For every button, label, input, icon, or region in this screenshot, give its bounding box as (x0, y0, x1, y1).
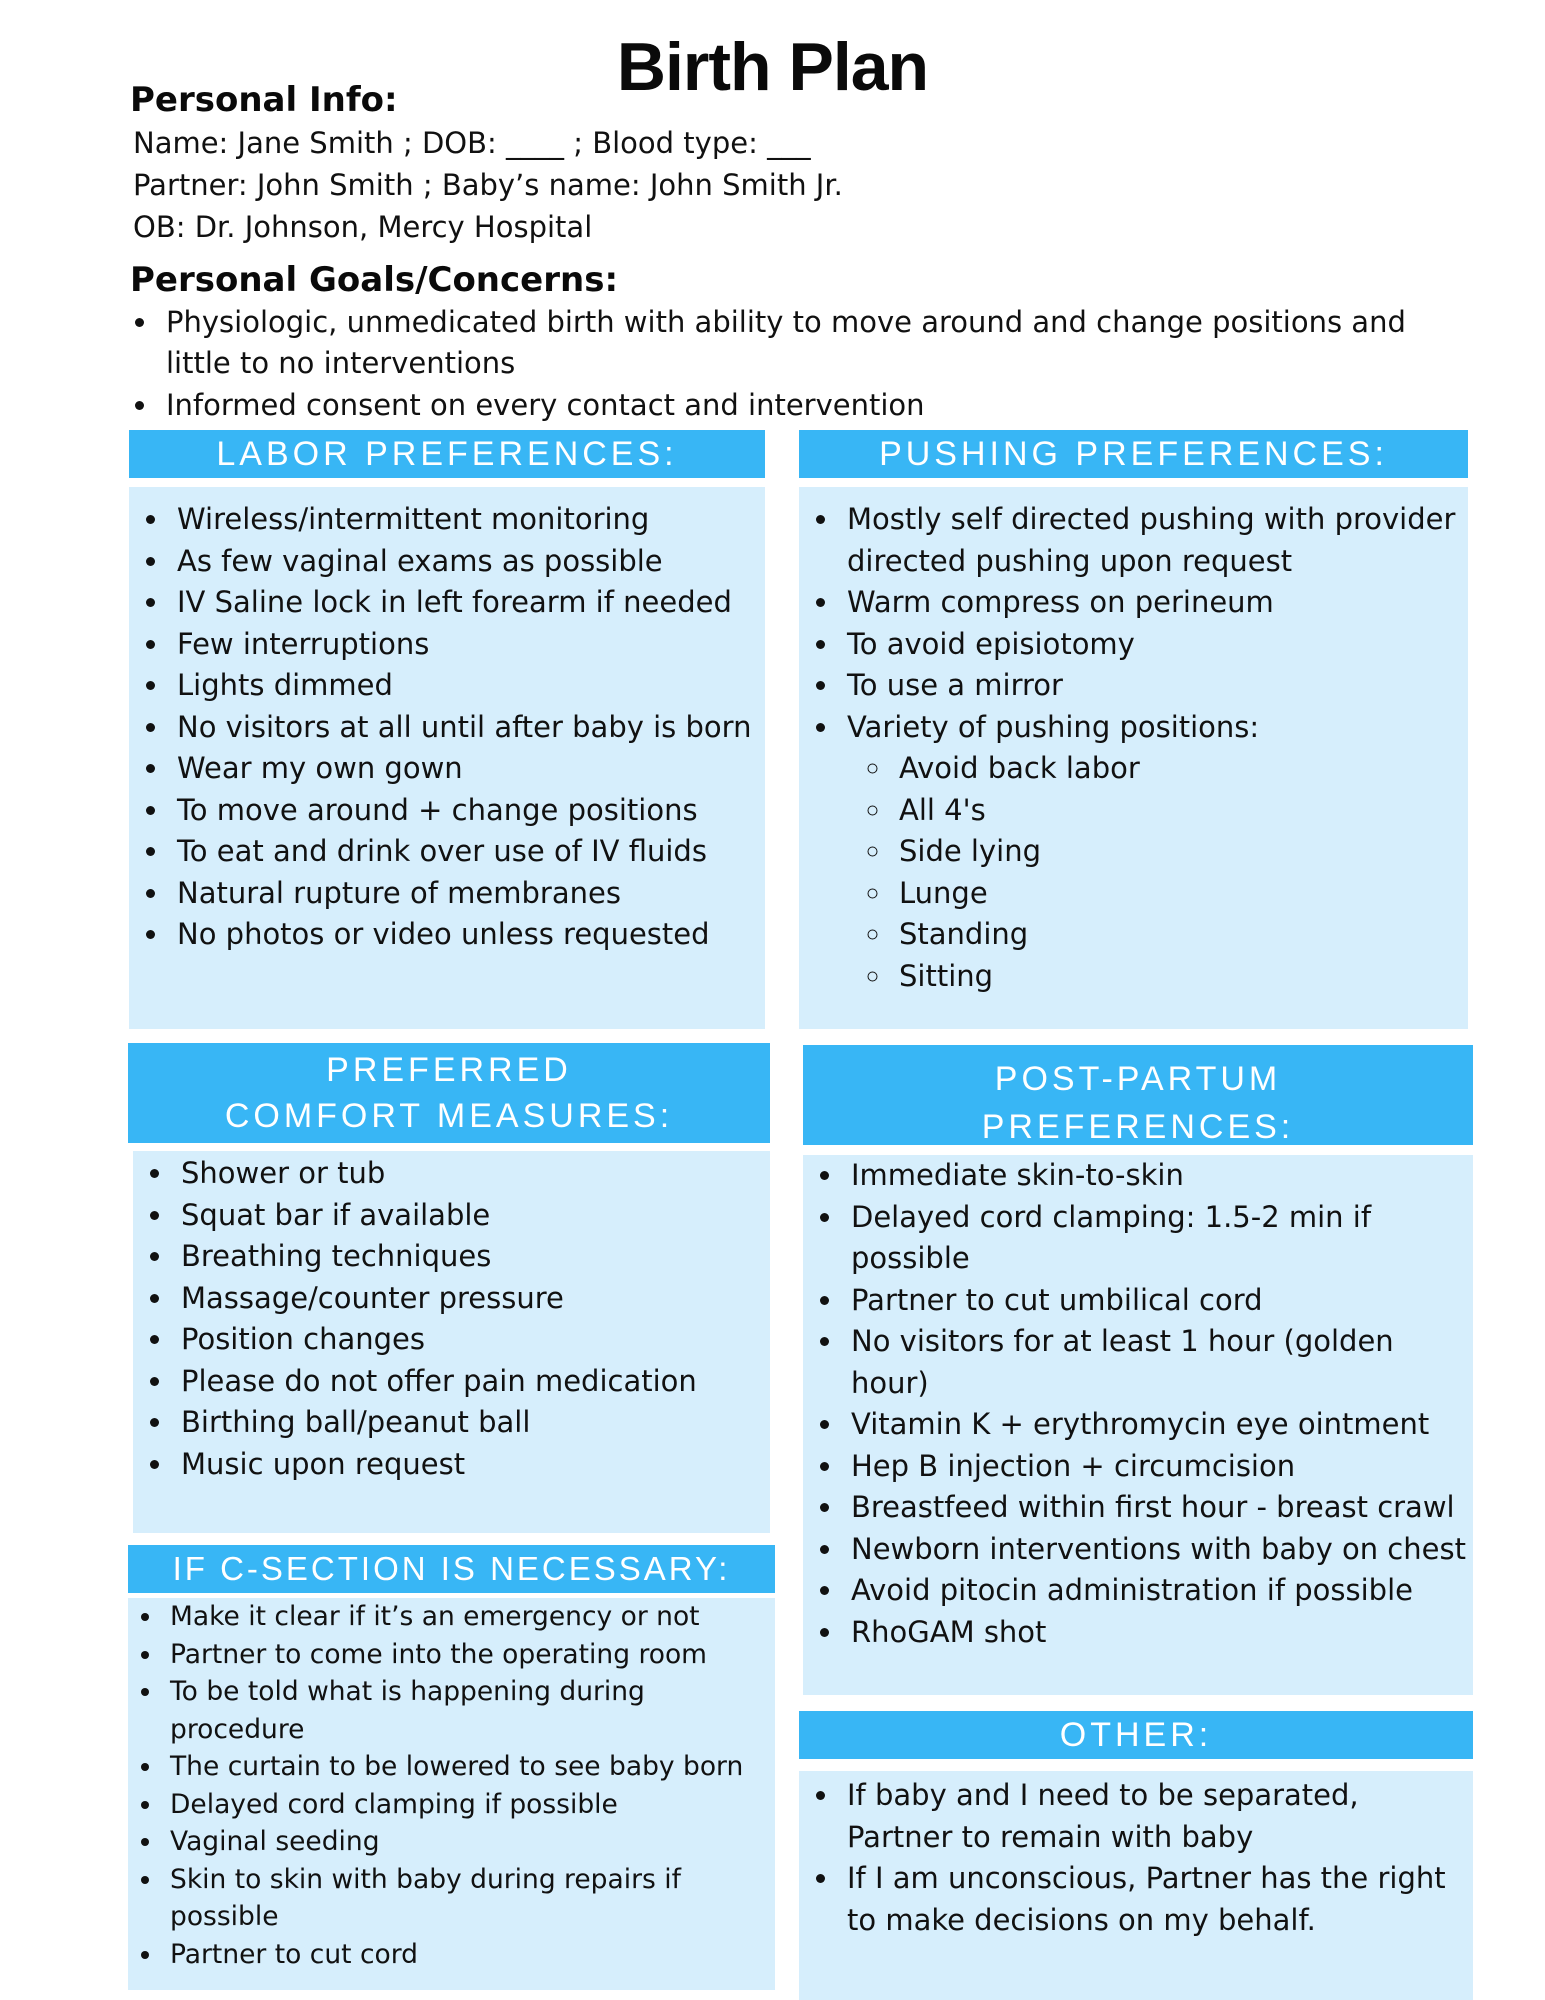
comfort-list (133, 1153, 770, 1485)
list-item: • Immediate skin-to-skin (845, 1155, 1473, 1197)
goals-heading: Personal Goals/Concerns: (130, 260, 619, 300)
list-item: • IV Saline lock in left forearm if needed (171, 582, 765, 624)
list-item: • Please do not offer pain medication (175, 1361, 770, 1403)
list-item: ◦ Side lying (893, 831, 1468, 873)
list-item: • If I am unconscious, Partner has the right to make decisions on my behalf. (841, 1858, 1473, 1941)
list-item: • Newborn interventions with baby on chest (845, 1529, 1473, 1571)
postpartum-header-line1: POST-PARTUM (994, 1060, 1282, 1098)
goals-list (118, 302, 1420, 427)
comfort-header-line1: PREFERRED (326, 1051, 572, 1089)
page-title: Birth Plan (616, 29, 929, 105)
personal-info (133, 122, 843, 248)
list-item: • Vaginal seeding (164, 1823, 775, 1861)
other-header: OTHER: (799, 1711, 1473, 1759)
pushing-list (799, 499, 1468, 997)
list-item: • Make it clear if it’s an emergency or not (164, 1598, 775, 1636)
list-item: • Breathing techniques (175, 1236, 770, 1278)
pushing-positions-list (847, 748, 1468, 997)
labor-list (129, 499, 765, 956)
list-item: • Delayed cord clamping: 1.5-2 min if possible (845, 1197, 1473, 1280)
list-item: • Squat bar if available (175, 1195, 770, 1237)
list-item: • To use a mirror (841, 665, 1468, 707)
info-line-partner: Partner: John Smith ; Baby’s name: John Smith Jr. (133, 168, 843, 202)
list-item: • Variety of pushing positions: ◦ Avoid back labor ◦ All 4's ◦ Side lying ◦ Lunge ◦ Standing ◦ Sitting (841, 707, 1468, 998)
pushing-panel (799, 487, 1468, 1029)
pushing-header: PUSHING PREFERENCES: (799, 430, 1468, 478)
list-item: • Natural rupture of membranes (171, 873, 765, 915)
list-item: ◦ All 4's (893, 790, 1468, 832)
list-item: • Shower or tub (175, 1153, 770, 1195)
list-item: ◦ Avoid back labor (893, 748, 1468, 790)
list-item: • Hep B injection + circumcision (845, 1446, 1473, 1488)
postpartum-header-line2: PREFERENCES: (981, 1108, 1295, 1146)
list-item: • Massage/counter pressure (175, 1278, 770, 1320)
list-item: • To be told what is happening during procedure (164, 1673, 775, 1748)
list-item: • Lights dimmed (171, 665, 765, 707)
list-item: • RhoGAM shot (845, 1612, 1473, 1654)
list-item: • Music upon request (175, 1444, 770, 1486)
list-item: • Partner to cut umbilical cord (845, 1280, 1473, 1322)
list-item: • Few interruptions (171, 624, 765, 666)
personal-info-heading: Personal Info: (130, 80, 398, 120)
list-item: • As few vaginal exams as possible (171, 541, 765, 583)
list-item: • Wireless/intermittent monitoring (171, 499, 765, 541)
info-line-ob: OB: Dr. Johnson, Mercy Hospital (133, 210, 593, 244)
list-item: • Position changes (175, 1319, 770, 1361)
list-item: • If baby and I need to be separated, Partner to remain with baby (841, 1775, 1473, 1858)
csection-panel (128, 1598, 775, 1990)
list-item: • Partner to cut cord (164, 1936, 775, 1974)
list-item: • Partner to come into the operating room (164, 1636, 775, 1674)
other-list (799, 1775, 1473, 1941)
list-item: ◦ Sitting (893, 956, 1468, 998)
list-item: • Avoid pitocin administration if possible (845, 1570, 1473, 1612)
other-panel (799, 1771, 1473, 2000)
list-item: • Delayed cord clamping if possible (164, 1786, 775, 1824)
csection-header: IF C-SECTION IS NECESSARY: (128, 1545, 775, 1593)
list-item: ◦ Standing (893, 914, 1468, 956)
list-item: • Physiologic, unmedicated birth with ability to move around and change positions and little to no interventions (160, 302, 1420, 384)
labor-header: LABOR PREFERENCES: (129, 430, 765, 478)
list-item: • Birthing ball/peanut ball (175, 1402, 770, 1444)
comfort-header-line2: COMFORT MEASURES: (224, 1097, 674, 1135)
list-item: • To eat and drink over use of IV fluids (171, 831, 765, 873)
postpartum-header (803, 1045, 1473, 1145)
list-item: • No photos or video unless requested (171, 914, 765, 956)
list-item: • To move around + change positions (171, 790, 765, 832)
list-item: • Informed consent on every contact and intervention (160, 385, 1420, 426)
list-item: ◦ Lunge (893, 873, 1468, 915)
list-item: • Skin to skin with baby during repairs if possible (164, 1861, 775, 1936)
list-item: • Breastfeed within first hour - breast crawl (845, 1487, 1473, 1529)
postpartum-panel (803, 1155, 1473, 1695)
csection-list (128, 1598, 775, 1973)
comfort-header (128, 1043, 770, 1143)
list-item: • To avoid episiotomy (841, 624, 1468, 666)
list-item: • Vitamin K + erythromycin eye ointment (845, 1404, 1473, 1446)
labor-panel (129, 487, 765, 1029)
list-item: • No visitors for at least 1 hour (golden hour) (845, 1321, 1473, 1404)
postpartum-list (803, 1155, 1473, 1653)
list-item: • Warm compress on perineum (841, 582, 1468, 624)
list-item: • Mostly self directed pushing with provider directed pushing upon request (841, 499, 1468, 582)
info-line-name: Name: Jane Smith ; DOB: ____ ; Blood type: ___ (133, 126, 811, 160)
list-item: • Wear my own gown (171, 748, 765, 790)
list-item: • No visitors at all until after baby is born (171, 707, 765, 749)
comfort-panel (133, 1151, 770, 1533)
list-item: • The curtain to be lowered to see baby born (164, 1748, 775, 1786)
